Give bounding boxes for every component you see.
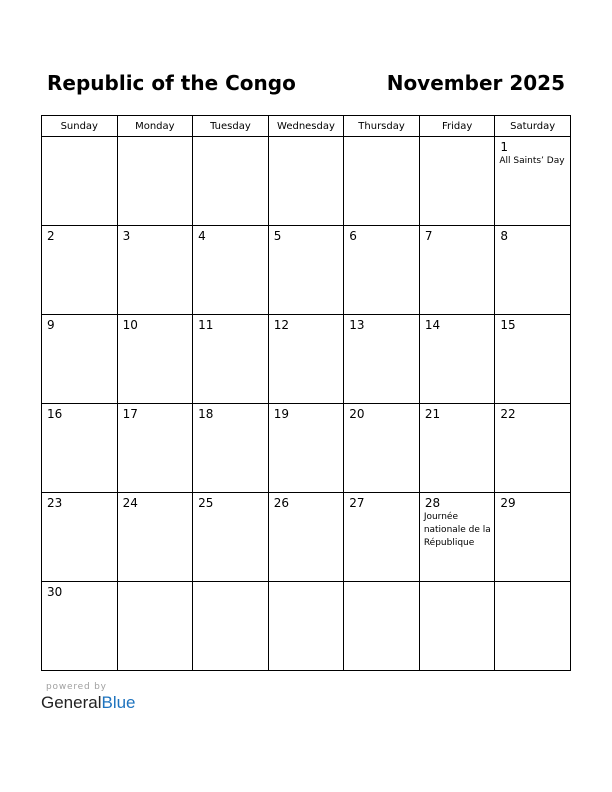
day-cell (344, 582, 420, 671)
day-number: 17 (122, 407, 138, 421)
week-row (42, 582, 571, 671)
day-cell (42, 582, 118, 671)
week-row (42, 493, 571, 582)
day-number: 9 (47, 318, 55, 332)
day-number: 12 (273, 318, 289, 332)
day-number: 23 (47, 496, 63, 510)
day-cell (495, 582, 571, 671)
day-number: 16 (47, 407, 63, 421)
day-number: 14 (424, 318, 441, 332)
day-cell (419, 226, 495, 315)
holiday-label: Journée nationale de la République (423, 512, 491, 548)
day-cell (42, 226, 118, 315)
day-number: 11 (198, 318, 214, 332)
day-cell (193, 404, 269, 493)
day-cell (193, 226, 269, 315)
day-cell (344, 315, 420, 404)
day-number: 26 (273, 496, 289, 510)
weekday-header: Wednesday (268, 116, 344, 137)
page-title-country: Republic of the Congo (47, 71, 296, 95)
day-cell (117, 226, 193, 315)
day-cell (268, 404, 344, 493)
day-number: 4 (198, 229, 206, 243)
day-number: 13 (349, 318, 365, 332)
day-cell (117, 404, 193, 493)
day-number: 2 (47, 229, 55, 243)
day-number: 29 (500, 496, 516, 510)
day-cell (42, 404, 118, 493)
day-cell (495, 315, 571, 404)
day-cell (495, 137, 571, 226)
day-number: 6 (349, 229, 357, 243)
day-cell (193, 315, 269, 404)
day-cell (42, 315, 118, 404)
day-number: 5 (273, 229, 282, 243)
day-number: 20 (349, 407, 365, 421)
weekday-header: Saturday (495, 116, 571, 137)
weekday-header-row (42, 116, 571, 137)
day-cell (193, 493, 269, 582)
day-number: 22 (500, 407, 516, 421)
week-row (42, 315, 571, 404)
day-number: 19 (273, 407, 289, 421)
weekday-header: Sunday (42, 116, 118, 137)
powered-by-label: powered by (46, 682, 107, 692)
calendar-grid (41, 115, 571, 671)
week-row (42, 226, 571, 315)
day-cell (117, 582, 193, 671)
day-number: 3 (122, 229, 131, 243)
day-number: 30 (47, 585, 63, 599)
brand-text-blue: Blue (101, 693, 136, 712)
day-number: 24 (122, 496, 138, 510)
day-cell (344, 404, 420, 493)
day-number: 8 (500, 229, 509, 243)
day-cell (117, 493, 193, 582)
generalblue-logo[interactable] (41, 693, 136, 713)
weekday-header: Thursday (344, 116, 420, 137)
day-number: 21 (424, 407, 441, 421)
day-number: 10 (122, 318, 138, 332)
day-cell (419, 404, 495, 493)
day-cell (193, 137, 269, 226)
page-title-month: November 2025 (386, 71, 565, 95)
day-number: 28 (424, 496, 441, 510)
weekday-header: Friday (419, 116, 495, 137)
week-row (42, 404, 571, 493)
weekday-header: Tuesday (193, 116, 269, 137)
day-number: 27 (349, 496, 365, 510)
brand-text-general: General (41, 693, 102, 712)
day-number: 18 (198, 407, 214, 421)
day-cell (419, 493, 495, 582)
day-cell (344, 137, 420, 226)
day-cell (42, 493, 118, 582)
day-cell (344, 226, 420, 315)
week-row (42, 137, 571, 226)
day-number: 1 (500, 140, 509, 154)
day-cell (268, 582, 344, 671)
day-cell (419, 582, 495, 671)
weekday-header: Monday (117, 116, 193, 137)
holiday-label: All Saints’ Day (499, 156, 565, 166)
day-cell (268, 493, 344, 582)
day-cell (268, 137, 344, 226)
day-cell (268, 315, 344, 404)
day-cell (419, 315, 495, 404)
day-number: 25 (198, 496, 214, 510)
day-number: 15 (500, 318, 516, 332)
day-cell (268, 226, 344, 315)
day-cell (42, 137, 118, 226)
day-cell (117, 315, 193, 404)
day-cell (495, 404, 571, 493)
day-cell (495, 493, 571, 582)
day-cell (344, 493, 420, 582)
day-cell (495, 226, 571, 315)
day-cell (117, 137, 193, 226)
day-number: 7 (424, 229, 433, 243)
day-cell (419, 137, 495, 226)
day-cell (193, 582, 269, 671)
